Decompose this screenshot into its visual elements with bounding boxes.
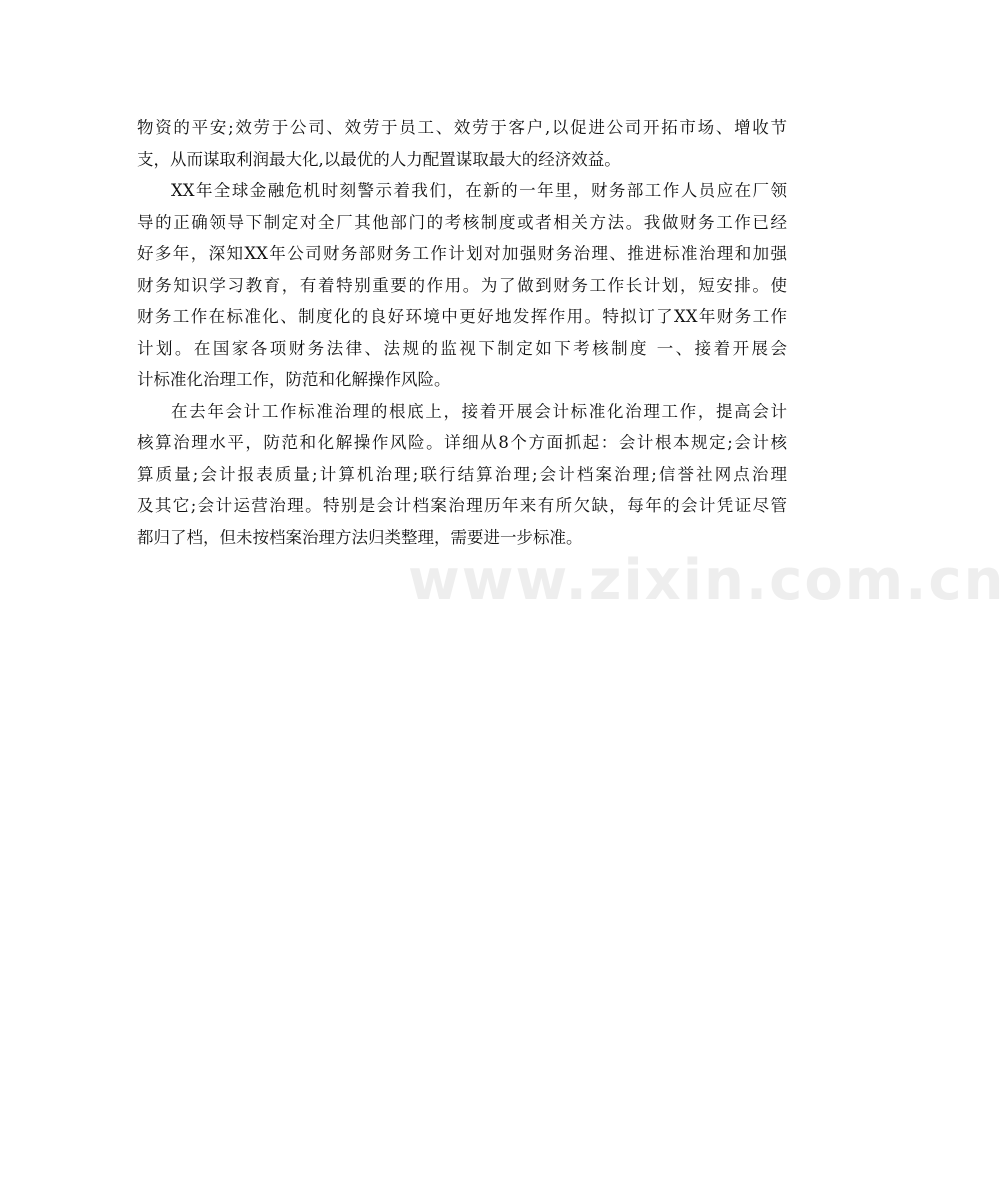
text-line: XX年全球金融危机时刻警示着我们，在新的一年里，财务部工作人员应在厂领 [171,181,787,200]
text-line: 算质量;会计报表质量;计算机治理;联行结算治理;会计档案治理;信誉社网点治理 [137,464,787,484]
document-body [137,112,787,553]
text-line: 及其它;会计运营治理。特别是会计档案治理历年来有所欠缺，每年的会计凭证尽管 [137,496,787,515]
watermark: www.zixin.com.cn [408,548,1006,613]
text-line: 财务知识学习教育，有着特别重要的作用。为了做到财务工作长计划，短安排。使 [137,275,787,295]
text-line: 计划。在国家各项财务法律、法规的监视下制定如下考核制度 一、接着开展会 [137,338,787,358]
text-line: 计标准化治理工作，防范和化解操作风险。 [137,370,451,389]
text-line: 都归了档，但未按档案治理方法归类整理，需要进一步标准。 [137,527,583,547]
text-line: 在去年会计工作标准治理的根底上，接着开展会计标准化治理工作，提高会计 [171,401,787,421]
text-line: 财务工作在标准化、制度化的良好环境中更好地发挥作用。特拟订了XX年财务工作 [137,307,787,326]
text-line: 支，从而谋取利润最大化,以最优的人力配置谋取最大的经济效益。 [137,149,621,169]
paragraph-3 [137,396,787,554]
text-line: 核算治理水平，防范和化解操作风险。详细从8个方面抓起：会计根本规定;会计核 [137,433,787,452]
text-line: 导的正确领导下制定对全厂其他部门的考核制度或者相关方法。我做财务工作已经 [137,212,787,232]
paragraph-2 [137,175,787,396]
paragraph-1 [137,112,787,175]
text-line: 好多年，深知XX年公司财务部财务工作计划对加强财务治理、推进标准治理和加强 [137,244,787,263]
text-line: 物资的平安;效劳于公司、效劳于员工、效劳于客户,以促进公司开拓市场、增收节 [137,118,787,137]
